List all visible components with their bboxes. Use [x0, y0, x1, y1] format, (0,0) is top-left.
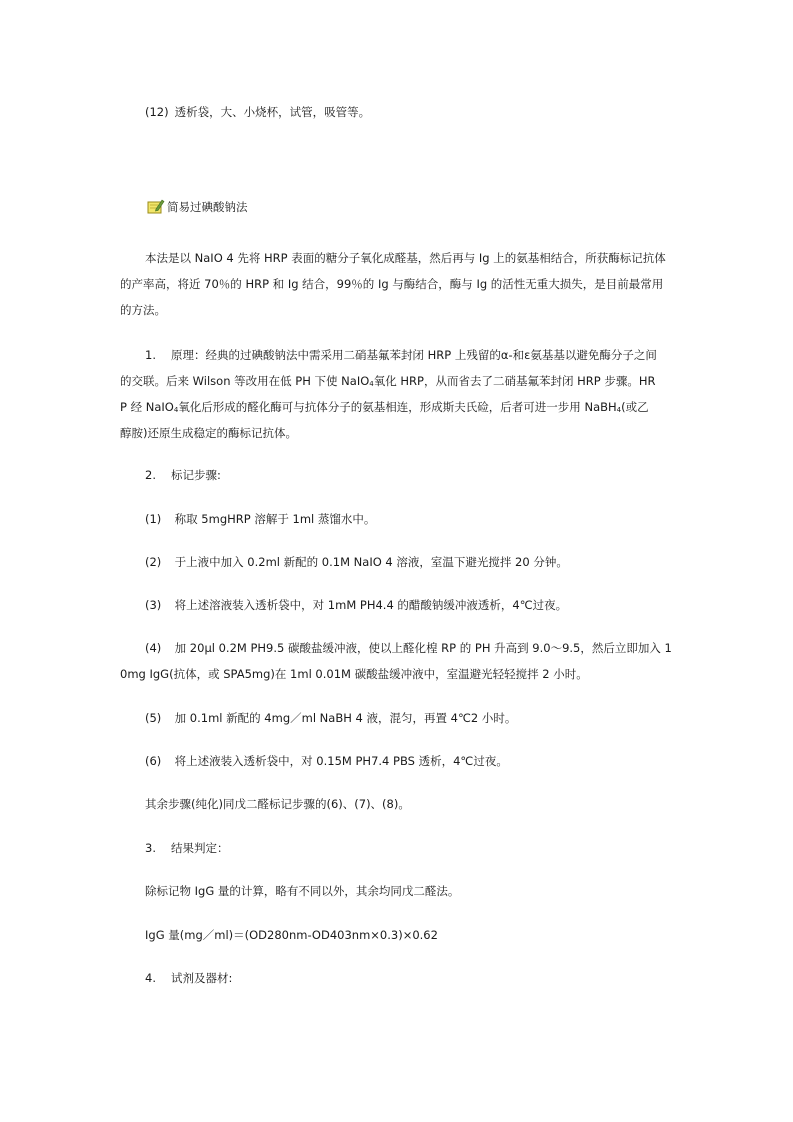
step-item [145, 751, 685, 772]
reagents-heading-number: 4. [145, 971, 156, 985]
principle-line-1 [145, 345, 685, 366]
intro-line-2: 的产率高，将近 70％的 HRP 和 Ig 结合，99％的 Ig 与酶结合，酶与 Ig 的活性无重大损失，是目前最常用 [120, 277, 664, 291]
step-number: (6) [145, 754, 162, 768]
intro-line-1: 本法是以 NaIO 4 先将 HRP 表面的糖分子氧化成醛基，然后再与 Ig 上的氨基相结合，所获酶标记抗体 [145, 251, 666, 265]
step-number: (1) [145, 512, 162, 526]
principle-text: P 经 NaIO [120, 400, 174, 414]
step-text: 将上述溶液装入透析袋中，对 1mM PH4.4 的醋酸钠缓冲液透析，4℃过夜。 [174, 598, 568, 612]
principle-line-2 [120, 371, 680, 395]
step-item [145, 509, 685, 530]
section-heading [147, 196, 248, 218]
result-heading [145, 838, 685, 859]
result-heading-text: 结果判定： [171, 841, 229, 855]
step-number: (2) [145, 555, 162, 569]
step-item [145, 708, 685, 729]
subscript: 4 [369, 380, 374, 388]
principle-text: (或乙 [621, 400, 649, 414]
steps-heading [145, 465, 685, 486]
steps-heading-text: 标记步骤: [171, 468, 221, 482]
step-text: 称取 5mgHRP 溶解于 1ml 蒸馏水中。 [174, 512, 376, 526]
list-item-12 [145, 102, 685, 123]
list-item-number: (12) [145, 105, 169, 119]
step-number: (3) [145, 598, 162, 612]
step-item [145, 595, 685, 616]
principle-text: 氧化后形成的醛化酶可与抗体分子的氨基相连，形成斯夫氏硷，后者可进一步用 NaBH [178, 400, 617, 414]
list-item-text: 透析袋，大、小烧杯，试管，吸管等。 [174, 105, 371, 119]
reagents-heading [145, 968, 685, 989]
steps-heading-number: 2. [145, 468, 156, 482]
subscript: 4 [173, 406, 179, 414]
result-heading-number: 3. [145, 841, 156, 855]
step-text: 将上述液装入透析袋中，对 0.15M PH7.4 PBS 透析，4℃过夜。 [174, 754, 508, 768]
step-text: 加 20μl 0.2M PH9.5 碳酸盐缓冲液，使以上醛化楻 RP 的 PH 升高到 9.0～9.5，然后立即加入 1 [174, 641, 672, 655]
step-number: (4) [145, 641, 162, 655]
principle-text: 的交联。后来 Wilson 等改用在低 PH 下使 NaIO [120, 374, 370, 388]
subscript: 4 [616, 406, 622, 414]
step-text: 于上液中加入 0.2ml 新配的 0.1M NaIO 4 溶液，室温下避光搅拌 20 分钟。 [174, 555, 568, 569]
principle-line-4: 醇胺)还原生成稳定的酶标记抗体。 [120, 426, 297, 440]
principle-number: 1. [145, 348, 156, 362]
remaining-steps-note: 其余步骤(纯化)同戊二醛标记步骤的(6)、(7)、(8)。 [145, 797, 410, 811]
reagents-heading-text: 试剂及器材: [171, 971, 233, 985]
result-text: 除标记物 IgG 量的计算，略有不同以外，其余均同戊二醛法。 [145, 884, 460, 898]
step-item [145, 552, 685, 573]
step-item-continuation: 0mg IgG(抗体，或 SPA5mg)在 1ml 0.01M 碳酸盐缓冲液中，室温避光轻轻搅拌 2 小时。 [120, 667, 588, 681]
step-number: (5) [145, 711, 162, 725]
note-pencil-icon [147, 199, 167, 215]
intro-line-3: 的方法。 [120, 303, 166, 317]
formula: IgG 量(mg／ml)＝(OD280nm-OD403nm×0.3)×0.62 [145, 928, 438, 942]
section-title: 简易过碘酸钠法 [167, 200, 248, 214]
step-item [145, 638, 685, 659]
principle-text: 氧化 HRP，从而省去了二硝基氟苯封闭 HRP 步骤。HR [373, 374, 656, 388]
step-text: 加 0.1ml 新配的 4mg／ml NaBH 4 液，混匀，再置 4℃2 小时。 [174, 711, 517, 725]
principle-text: 原理：经典的过碘酸钠法中需采用二硝基氟苯封闭 HRP 上残留的α-和ε氨基基以避免酶分子之间 [171, 348, 657, 362]
principle-line-3 [120, 397, 680, 421]
